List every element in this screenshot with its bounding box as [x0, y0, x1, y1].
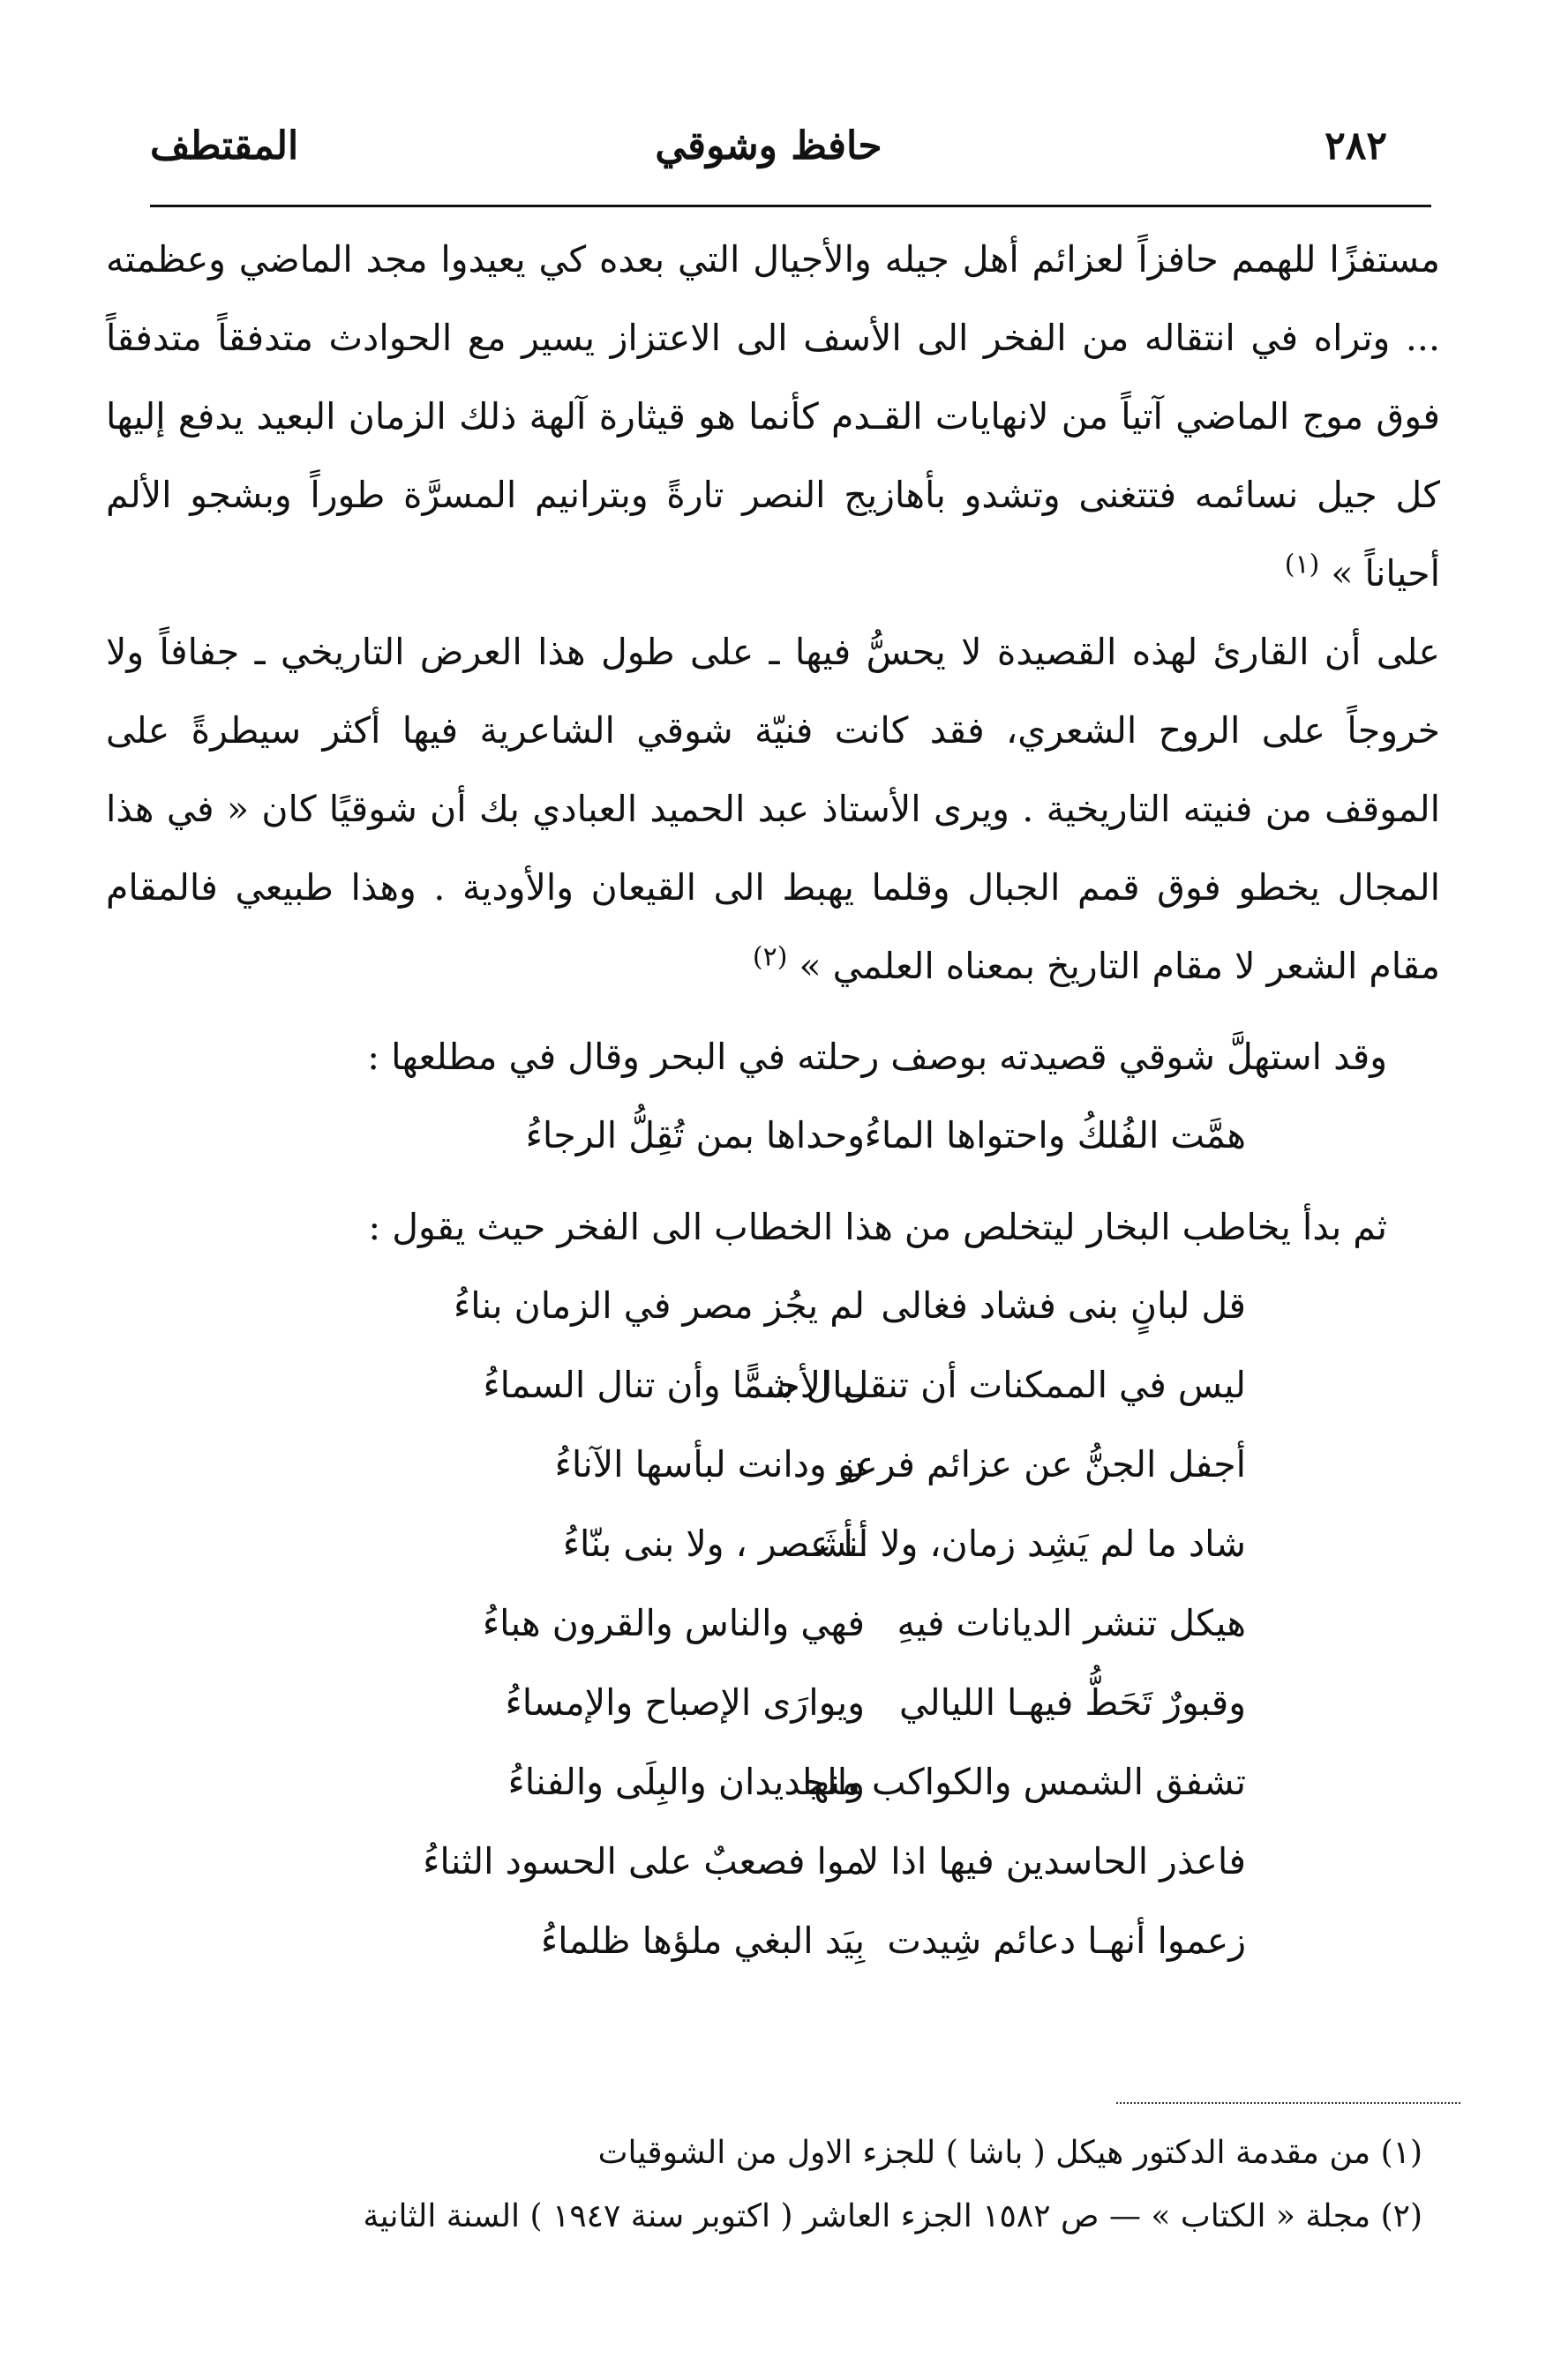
verse-line	[371, 1664, 1246, 1743]
verse-second-hemistich: ـأ عصر ، ولا بنى بنّاءُ	[562, 1523, 865, 1565]
footnote-2	[132, 2185, 1422, 2249]
verse-second-hemistich: فهي والناس والقرون هباءُ	[482, 1602, 865, 1644]
intro-line-1: وقد استهلَّ شوقي قصيدته بوصف رحلته في البحر وقال في مطلعها :	[367, 1036, 1387, 1078]
page-body	[106, 221, 1440, 1981]
verse-first-hemistich: فاعذر الحاسدين فيها اذا لا	[858, 1840, 1246, 1882]
verse-line	[371, 1267, 1246, 1346]
analysis-text: على أن القارئ لهذه القصيدة لا يحسُّ فيها ـ على طول هذا العرض التاريخي ـ جفافاً ولا خروجاً على الروح الشعري، فقد كانت فنيّة شوقي الشاعرية فيها أكثر سيطرةً على الموقف من فنيته التاريخية . ويرى الأستاذ عبد الحميد العبادي بك أن شوقيًا كان « في هذا المجال يخطو فوق قمم الجبال وقلما يهبط الى القيعان والأودية . وهذا طبيعي فالمقام مقام الشعر لا مقام التاريخ بمعناه العلمي »	[106, 631, 1440, 987]
verse-first-hemistich: زعموا أنهـا دعائم شِيدت	[887, 1920, 1246, 1962]
verse-first-hemistich: ليس في الممكنات أن تنقل الأجـ	[767, 1364, 1246, 1406]
opening-verse	[371, 1096, 1246, 1176]
verse-first-hemistich: قل لبانٍ بنى فشاد فغالى	[881, 1284, 1246, 1327]
footnote-text: من مقدمة الدكتور هيكل ( باشا ) للجزء الاول من الشوقيات	[597, 2135, 1371, 2171]
running-header	[150, 123, 1387, 194]
footnote-separator	[1116, 2102, 1460, 2104]
footnote-ref-1: (١)	[1284, 549, 1320, 580]
verse-first-hemistich: شاد ما لم يَشِد زمان، ولا أنشَـ	[805, 1523, 1246, 1565]
footnote-marker: (١)	[1380, 2135, 1422, 2171]
verse-line	[371, 1822, 1246, 1902]
footnote-1	[132, 2122, 1422, 2185]
footnote-text: مجلة « الكتاب » — ص ١٥٨٢ الجزء العاشر ( اكتوبر سنة ١٩٤٧ ) السنة الثانية	[363, 2198, 1371, 2234]
verse-first-hemistich: هيكل تنشر الديانات فيهِ	[897, 1602, 1246, 1644]
verse-line	[371, 1505, 1246, 1584]
verse-second-hemistich: وحداها بمن تُقِلُّ الرجاءُ	[525, 1114, 865, 1156]
verse-line	[371, 1743, 1246, 1822]
page-number: ٢٨٢	[1325, 123, 1387, 168]
verse-second-hemistich: موا فصعبٌ على الحسود الثناءُ	[423, 1840, 865, 1882]
verse-line	[371, 1426, 1246, 1505]
verse-line	[371, 1346, 1246, 1426]
verse-first-hemistich: وقبورٌ تَحَطُّ فيهـا الليالي	[898, 1681, 1246, 1724]
verse-first-hemistich: أجفل الجنُّ عن عزائم فرعو	[837, 1443, 1246, 1486]
quote-paragraph	[106, 221, 1440, 613]
verse-second-hemistich: والجديدان والبِلَى والفناءُ	[507, 1761, 865, 1803]
intro-line-2: ثم بدأ يخاطب البخار ليتخلص من هذا الخطاب الى الفخر حيث يقول :	[368, 1206, 1387, 1248]
verse-line	[371, 1584, 1246, 1664]
verse-second-hemistich: لم يجُز مصر في الزمان بناءُ	[454, 1284, 865, 1327]
verse-first-hemistich: تشفق الشمس والكواكب منها	[802, 1761, 1246, 1803]
footnotes	[132, 2122, 1422, 2249]
verse-first-hemistich: همَّت الفُلكُ واحتواها الماءُ	[864, 1114, 1246, 1156]
verse-second-hemistich: بِيَد البغي ملؤها ظلماءُ	[540, 1920, 865, 1962]
verse-line	[371, 1902, 1246, 1981]
opening-verse-block	[371, 1096, 1246, 1176]
header-rule	[150, 205, 1431, 207]
footnote-ref-2: (٢)	[752, 941, 788, 973]
running-title: حافظ وشوقي	[655, 123, 882, 168]
verse-second-hemistich: ن ودانت لبأسها الآناءُ	[554, 1443, 865, 1486]
analysis-paragraph	[106, 613, 1440, 1006]
verse-second-hemistich: ويوارَى الإصباح والإمساءُ	[505, 1681, 865, 1724]
footnote-marker: (٢)	[1380, 2198, 1422, 2234]
poem-verses	[371, 1267, 1246, 1981]
journal-name: المقتطف	[150, 123, 299, 168]
quote-text: مستفزًا للهمم حافزاً لعزائم أهل جيله والأجيال التي بعده كي يعيدوا مجد الماضي وعظمته ... وتراه في انتقاله من الفخر الى الأسف الى الاعتزاز يسير مع الحوادث متدفقاً متدفقاً فوق موج الماضي آتياً من لانهايات القـدم كأنما هو قيثارة آلهة ذلك الزمان البعيد يدفع إليها كل جيل نسائمه فتتغنى وتشدو بأهازيج النصر تارةً وبترانيم المسرَّة طوراً وبشجو الألم أحياناً »	[106, 238, 1440, 595]
verse-second-hemistich: ـبال شمًّا وأن تنال السماءُ	[483, 1364, 865, 1406]
